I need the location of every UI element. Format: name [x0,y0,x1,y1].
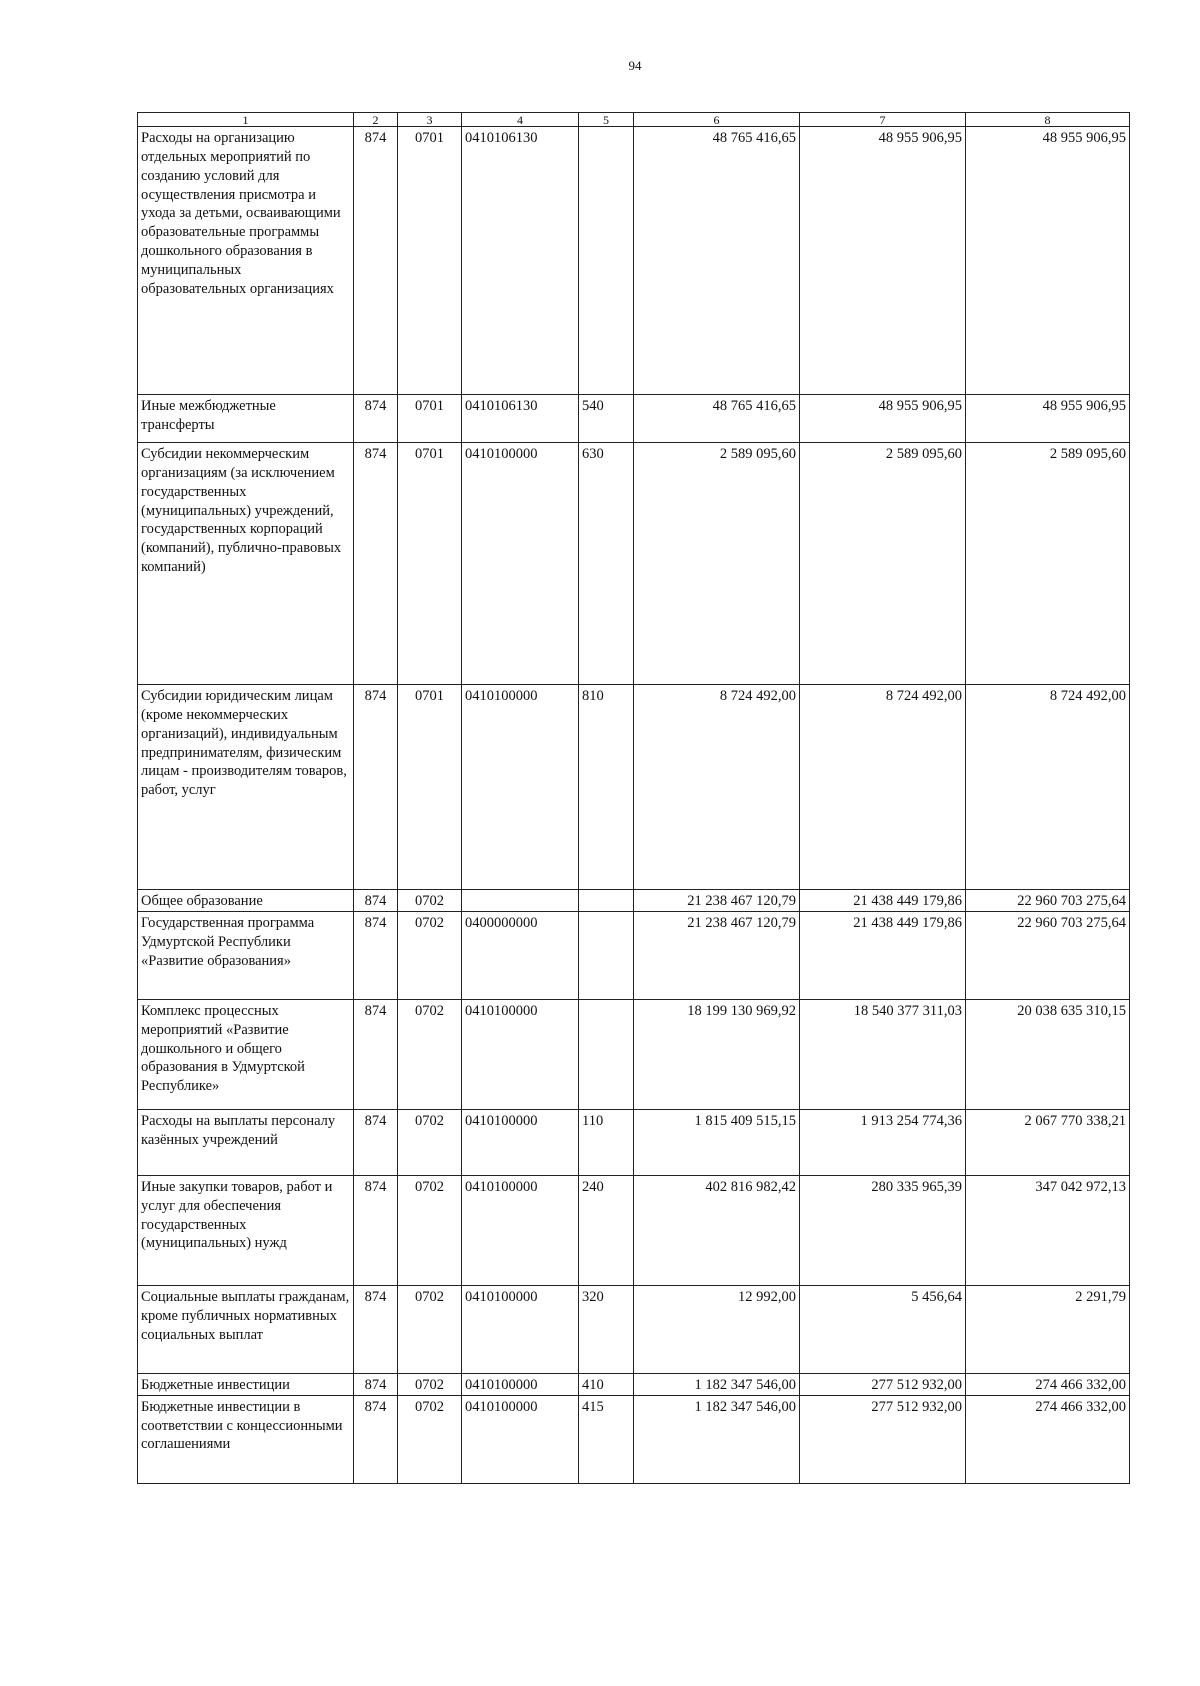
row-year3: 2 067 770 338,21 [966,1109,1130,1175]
table-row [138,395,1130,443]
row-vr: 630 [579,443,634,685]
table-row [138,1395,1130,1483]
row-year1: 2 589 095,60 [634,443,800,685]
row-year3: 22 960 703 275,64 [966,911,1130,999]
row-name: Социальные выплаты гражданам, кроме публичных нормативных социальных выплат [138,1285,354,1373]
row-csr: 0410106130 [462,127,579,395]
row-name: Бюджетные инвестиции [138,1373,354,1395]
row-year2: 2 589 095,60 [800,443,966,685]
row-csr: 0410100000 [462,685,579,890]
table-row [138,999,1130,1109]
row-year2: 280 335 965,39 [800,1175,966,1285]
table-row [138,685,1130,890]
row-year1: 402 816 982,42 [634,1175,800,1285]
row-year2: 8 724 492,00 [800,685,966,890]
row-csr: 0410100000 [462,443,579,685]
row-csr: 0410106130 [462,395,579,443]
row-name: Субсидии некоммерческим организациям (за исключением государственных (муниципальных) учреждений, государственных корпораций (компаний), публично-правовых компаний) [138,443,354,685]
row-year3: 8 724 492,00 [966,685,1130,890]
row-year3: 48 955 906,95 [966,395,1130,443]
table-row [138,890,1130,912]
row-csr: 0400000000 [462,911,579,999]
row-ved: 874 [354,685,398,890]
row-year3: 347 042 972,13 [966,1175,1130,1285]
row-year1: 12 992,00 [634,1285,800,1373]
table-row [138,1373,1130,1395]
row-csr: 0410100000 [462,1109,579,1175]
row-vr: 240 [579,1175,634,1285]
row-rzpr: 0702 [398,1109,462,1175]
row-year2: 48 955 906,95 [800,395,966,443]
row-ved: 874 [354,911,398,999]
row-year1: 1 815 409 515,15 [634,1109,800,1175]
row-year1: 21 238 467 120,79 [634,911,800,999]
column-number: 6 [634,113,800,127]
row-vr: 810 [579,685,634,890]
table-row [138,127,1130,395]
row-year1: 1 182 347 546,00 [634,1395,800,1483]
row-year1: 48 765 416,65 [634,395,800,443]
row-year2: 48 955 906,95 [800,127,966,395]
row-year1: 48 765 416,65 [634,127,800,395]
row-vr: 320 [579,1285,634,1373]
row-rzpr: 0702 [398,1373,462,1395]
row-vr: 410 [579,1373,634,1395]
column-number: 1 [138,113,354,127]
row-rzpr: 0702 [398,911,462,999]
row-rzpr: 0702 [398,999,462,1109]
row-year2: 21 438 449 179,86 [800,890,966,912]
row-year2: 18 540 377 311,03 [800,999,966,1109]
column-number: 8 [966,113,1130,127]
row-name: Субсидии юридическим лицам (кроме некоммерческих организаций), индивидуальным предпринимателям, физическим лицам - производителям товаров, работ, услуг [138,685,354,890]
row-name: Расходы на выплаты персоналу казённых учреждений [138,1109,354,1175]
row-name: Государственная программа Удмуртской Республики «Развитие образования» [138,911,354,999]
row-year2: 277 512 932,00 [800,1373,966,1395]
row-year1: 21 238 467 120,79 [634,890,800,912]
row-name: Бюджетные инвестиции в соответствии с концессионными соглашениями [138,1395,354,1483]
row-year3: 274 466 332,00 [966,1395,1130,1483]
row-csr: 0410100000 [462,1373,579,1395]
row-year3: 2 291,79 [966,1285,1130,1373]
column-number-row [138,113,1130,127]
row-vr: 110 [579,1109,634,1175]
row-ved: 874 [354,999,398,1109]
row-year3: 20 038 635 310,15 [966,999,1130,1109]
page-number: 94 [628,58,642,73]
row-rzpr: 0702 [398,1395,462,1483]
row-rzpr: 0702 [398,890,462,912]
row-name: Иные закупки товаров, работ и услуг для обеспечения государственных (муниципальных) нужд [138,1175,354,1285]
column-number: 3 [398,113,462,127]
row-csr: 0410100000 [462,1175,579,1285]
row-name: Общее образование [138,890,354,912]
row-csr: 0410100000 [462,1395,579,1483]
row-ved: 874 [354,1285,398,1373]
row-rzpr: 0702 [398,1285,462,1373]
row-vr [579,911,634,999]
row-vr: 540 [579,395,634,443]
row-ved: 874 [354,443,398,685]
budget-table [137,112,1130,1484]
table-row [138,1175,1130,1285]
row-rzpr: 0701 [398,443,462,685]
row-year1: 1 182 347 546,00 [634,1373,800,1395]
row-vr [579,890,634,912]
row-rzpr: 0701 [398,685,462,890]
table-row [138,443,1130,685]
row-ved: 874 [354,1395,398,1483]
table-row [138,1109,1130,1175]
row-csr [462,890,579,912]
row-csr: 0410100000 [462,999,579,1109]
column-number: 2 [354,113,398,127]
row-name: Расходы на организацию отдельных мероприятий по созданию условий для осуществления присмотра и ухода за детьми, осваивающими образовательные программы дошкольного образования в муниципальных образовательных организациях [138,127,354,395]
row-year1: 18 199 130 969,92 [634,999,800,1109]
row-ved: 874 [354,127,398,395]
row-year2: 277 512 932,00 [800,1395,966,1483]
row-year3: 274 466 332,00 [966,1373,1130,1395]
row-vr: 415 [579,1395,634,1483]
row-year2: 21 438 449 179,86 [800,911,966,999]
row-year3: 2 589 095,60 [966,443,1130,685]
row-ved: 874 [354,1109,398,1175]
row-ved: 874 [354,890,398,912]
column-number: 7 [800,113,966,127]
row-year3: 22 960 703 275,64 [966,890,1130,912]
row-rzpr: 0701 [398,395,462,443]
row-vr [579,999,634,1109]
column-number: 5 [579,113,634,127]
row-ved: 874 [354,1175,398,1285]
row-year1: 8 724 492,00 [634,685,800,890]
row-year3: 48 955 906,95 [966,127,1130,395]
row-ved: 874 [354,1373,398,1395]
row-rzpr: 0701 [398,127,462,395]
row-vr [579,127,634,395]
row-ved: 874 [354,395,398,443]
table-row [138,911,1130,999]
row-csr: 0410100000 [462,1285,579,1373]
row-rzpr: 0702 [398,1175,462,1285]
table-row [138,1285,1130,1373]
row-year2: 5 456,64 [800,1285,966,1373]
row-name: Комплекс процессных мероприятий «Развитие дошкольного и общего образования в Удмуртской Республике» [138,999,354,1109]
row-year2: 1 913 254 774,36 [800,1109,966,1175]
row-name: Иные межбюджетные трансферты [138,395,354,443]
column-number: 4 [462,113,579,127]
